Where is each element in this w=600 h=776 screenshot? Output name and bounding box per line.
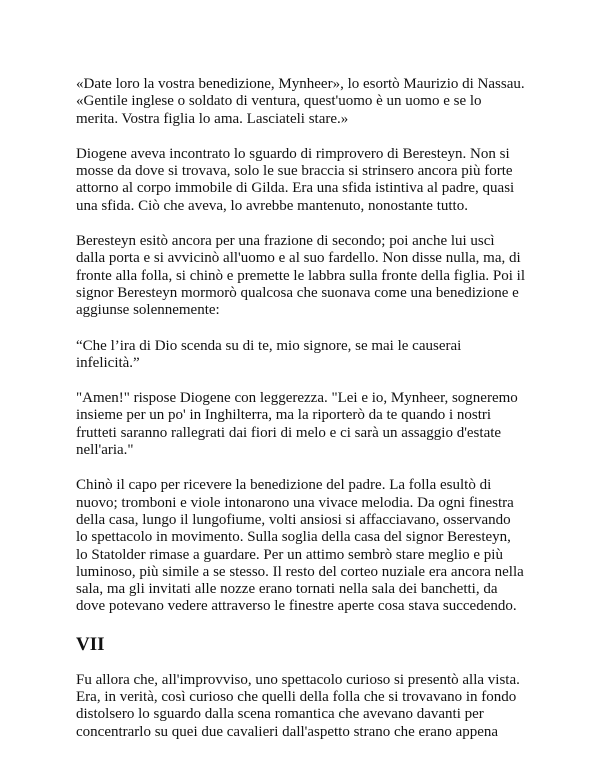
- paragraph: Diogene aveva incontrato lo sguardo di rimprovero di Beresteyn. Non si mosse da dove si trovava, solo le sue braccia si strinsero ancora più forte attorno al corpo immobile di Gilda. Era una sfida istintiva al padre, quasi una sfida. Ciò che aveva, lo avrebbe mantenuto, nonostante tutto.: [76, 145, 515, 214]
- document-page: [76, 76, 526, 759]
- paragraph: “Che l’ira di Dio scenda su di te, mio signore, se mai le causerai infelicità.”: [76, 337, 462, 371]
- paragraph: Chinò il capo per ricevere la benedizione del padre. La folla esultò di nuovo; tromboni e viole intonarono una vivace melodia. Da ogni finestra della casa, lungo il lungofiume, volti ansiosi si affacciavano, osservando lo spettacolo in movimento. Sulla soglia della casa del signor Beresteyn, lo Statolder rimase a guardare. Per un attimo sembrò stare meglio e più luminoso, più simile a se stesso. Il resto del corteo nuziale era ancora nella sala, ma gli invitati alle nozze erano tornati nella sala dei banchetti, da dove potevano vedere attraverso le finestre aperte cosa stava succedendo.: [76, 477, 524, 615]
- paragraph: Beresteyn esitò ancora per una frazione di secondo; poi anche lui uscì dalla porta e si avvicinò all'uomo e al suo fardello. Non disse nulla, ma, di fronte alla folla, si chinò e premette le labbra sulla fronte della figlia. Poi il signor Beresteyn mormorò qualcosa che suonava come una benedizione e aggiunse solennemente:: [76, 233, 526, 319]
- chapter-heading: VII: [76, 633, 105, 655]
- paragraph: "Amen!" rispose Diogene con leggerezza. "Lei e io, Mynheer, sogneremo insieme per un po' in Inghilterra, ma la riporterò da te quando i nostri frutteti saranno rallegrati dai fiori di melo e ci sarà un assaggio d'estate nell'aria.": [76, 390, 518, 459]
- paragraph: Fu allora che, all'improvviso, uno spettacolo curioso si presentò alla vista. Era, in verità, così curioso che quelli della folla che si trovavano in fondo distolsero lo sguardo dalla scena romantica che avevano davanti per concentrarlo su quei due cavalieri dall'aspetto strano che erano appena: [76, 671, 520, 740]
- paragraph: «Date loro la vostra benedizione, Mynheer», lo esortò Maurizio di Nassau. «Gentile inglese o soldato di ventura, quest'uomo è un uomo e se lo merita. Vostra figlia lo ama. Lasciateli stare.»: [76, 76, 525, 127]
